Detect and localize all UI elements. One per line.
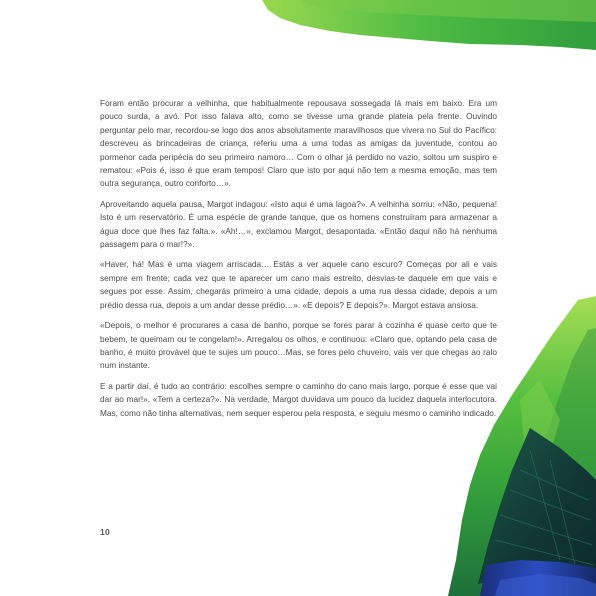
paragraph: «Haver, há! Mas é uma viagem arriscada… Estás a ver aquele cano escuro? Começas por ali e vais sempre em frente; cada vez que te aparecer um cano mais estreito, desvias-te daquele em que vais e segues por esse. Assim, chegarás primeiro a uma cidade, depois a uma rua dessa cidade, depois a um prédio dessa rua, depois a um andar desse prédio…». «E depois? E depois?». Margot estava ansiosa.: [100, 259, 497, 310]
page-number: 10: [100, 527, 111, 537]
paragraph: «Depois, o melhor é procurares a casa de banho, porque se fores parar à cozinha é quase certo que te bebem, te queimam ou te congelam!». Arregalou os olhos, e continuou: «Claro que, optando pela casa de banho, é muito provável que te sujes um pouco…Mas, se fores pelo chuveiro, vais ver que chegas ao ralo num instante.: [100, 320, 497, 371]
story-text: [100, 97, 497, 427]
paragraph: Aproveitando aquela pausa, Margot indagou: «Isto aqui é uma lagoa?». A velhinha sorriu: «Não, pequena! Isto é um reservatório. É uma espécie de grande tanque, que os homens construíram para armazenar a água doce que lhes faz falta.». «Ah!…», exclamou Margot, desapontada. «Então daqui não há nenhuma passagem para o mar!?».: [100, 198, 497, 250]
paragraph: E a partir daí, é tudo ao contrário: escolhes sempre o caminho do cano mais largo, porque é esse que vai dar ao mar!». «Tem a certeza?». Na verdade, Margot duvidava um pouco da lucidez daquela interlocutora. Mas, como não tinha alternativas, nem sequer esperou pela resposta, e seguiu mesmo o caminho indicado.: [100, 380, 497, 418]
paragraph: Foram então procurar a velhinha, que habitualmente repousava sossegada lá mais em baixo. Era um pouco surda, a avó. Por isso falava alto, como se tivesse uma grande plateia pela frente. Ouvindo perguntar pelo mar, recordou-se logo dos anos absolutamente maravilhosos que vivera no Sul do Pacífico: descreveu as brincadeiras de criança, referiu uma a uma todas as amigas da juventude, contou ao pormenor cada peripécia do seu primeiro namoro… Com o olhar já perdido no vazio, soltou um suspiro e rematou: «Pois é, isso é que eram tempos! Claro que isto por aqui não tem a mesma emoção, mas tem outra segurança, outro conforto…».: [100, 98, 497, 189]
